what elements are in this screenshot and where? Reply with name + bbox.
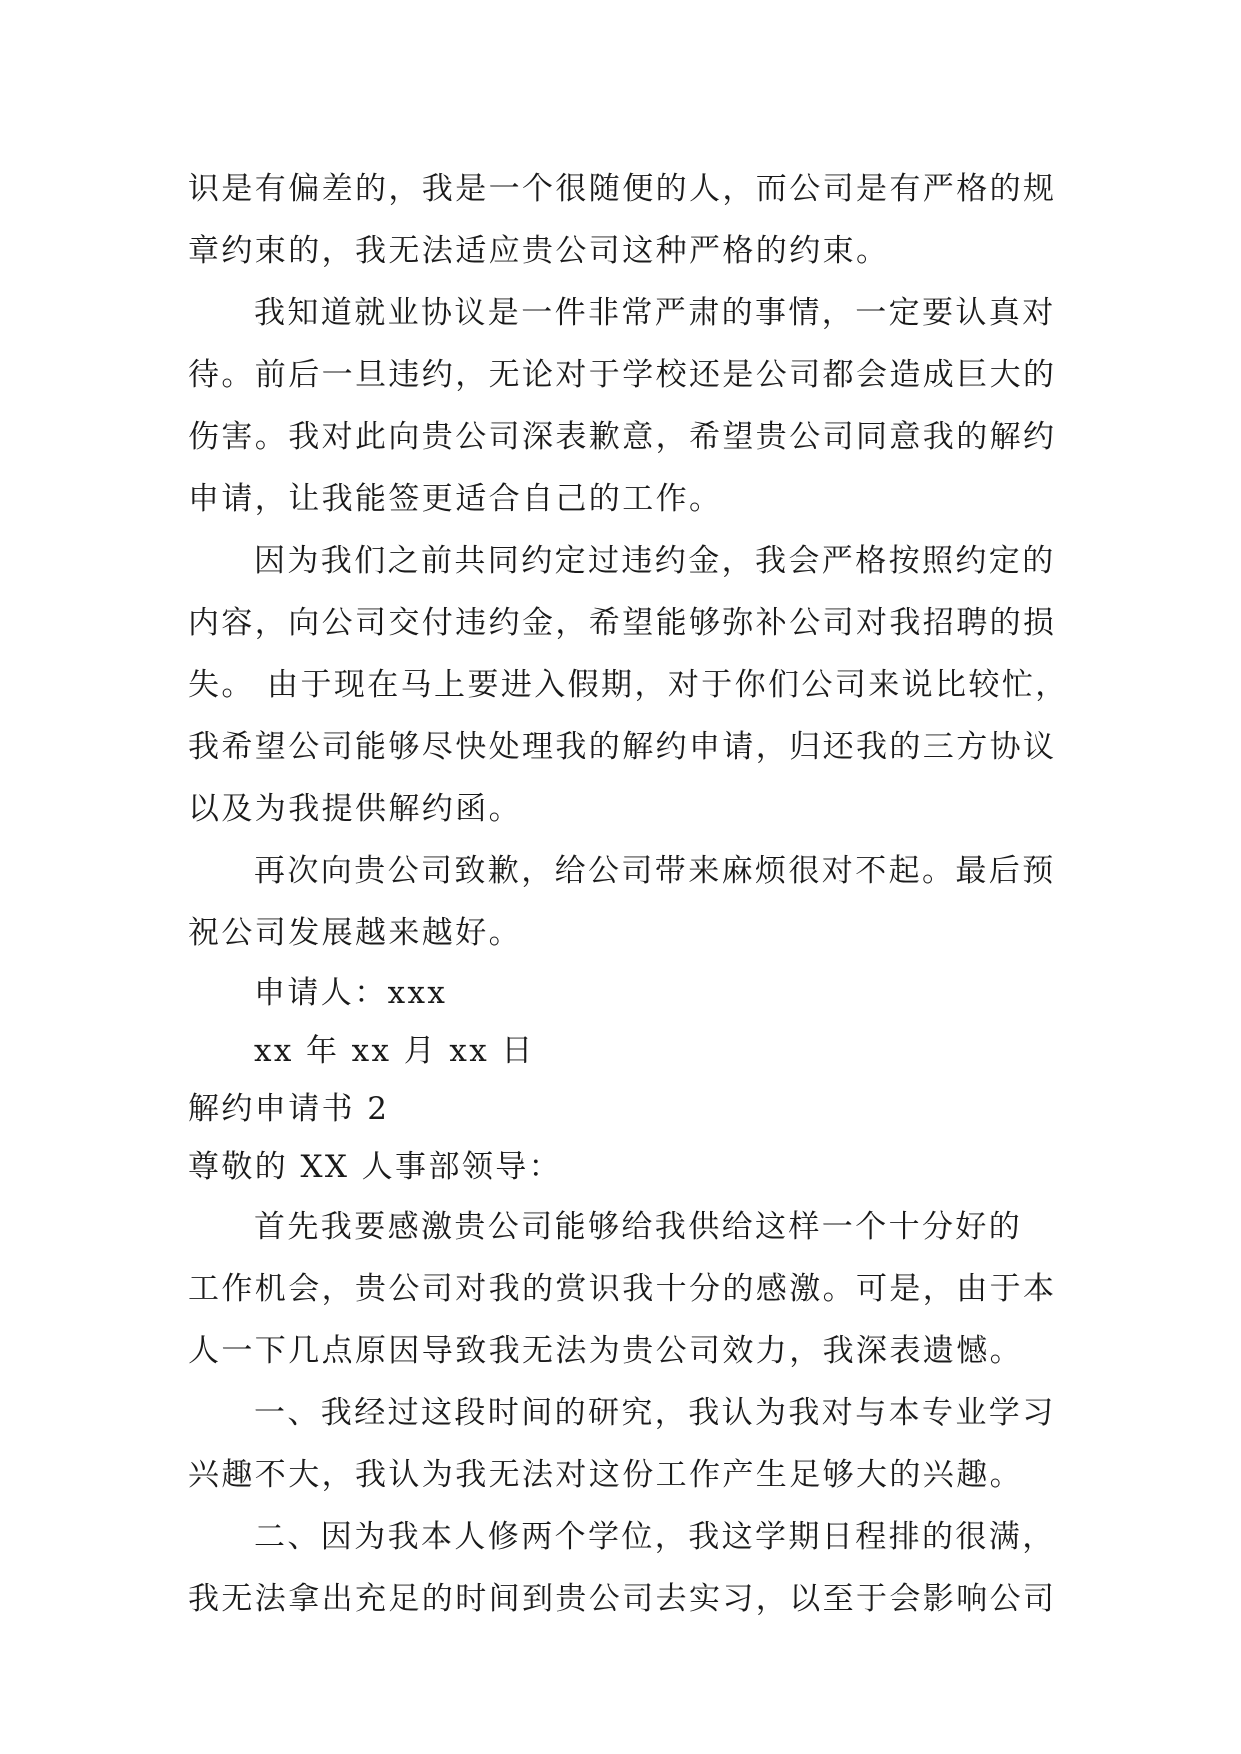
text-line: 人一下几点原因导致我无法为贵公司效力，我深表遗憾。	[188, 1333, 1023, 1369]
text-line: 伤害。我对此向贵公司深表歉意，希望贵公司同意我的解约	[188, 419, 1057, 455]
text-line: 申请，让我能签更适合自己的工作。	[188, 481, 723, 517]
paragraph-start: 二、因为我本人修两个学位，我这学期日程排的很满，	[254, 1519, 1056, 1555]
paragraph-start: 我知道就业协议是一件非常严肃的事情，一定要认真对	[254, 295, 1056, 331]
text-line: 待。前后一旦违约，无论对于学校还是公司都会造成巨大的	[188, 357, 1057, 393]
applicant-signature: 申请人：xxx	[254, 975, 448, 1011]
text-line: 章约束的，我无法适应贵公司这种严格的约束。	[188, 233, 890, 269]
text-line: 内容，向公司交付违约金，希望能够弥补公司对我招聘的损	[188, 605, 1057, 641]
text-line: 失。 由于现在马上要进入假期，对于你们公司来说比较忙，	[188, 667, 1069, 703]
text-line: 以及为我提供解约函。	[188, 791, 522, 827]
salutation: 尊敬的 XX 人事部领导：	[188, 1149, 563, 1185]
section-title: 解约申请书 2	[188, 1091, 390, 1127]
paragraph-start: 再次向贵公司致歉，给公司带来麻烦很对不起。最后预	[254, 853, 1056, 889]
text-line: 我希望公司能够尽快处理我的解约申请，归还我的三方协议	[188, 729, 1057, 765]
text-line: 祝公司发展越来越好。	[188, 915, 522, 951]
text-line: 工作机会，贵公司对我的赏识我十分的感激。可是，由于本	[188, 1271, 1057, 1307]
signature-date: xx 年 xx 月 xx 日	[254, 1033, 535, 1069]
document-body	[188, 158, 1069, 1630]
paragraph-start: 首先我要感激贵公司能够给我供给这样一个十分好的	[254, 1209, 1023, 1245]
text-line: 兴趣不大，我认为我无法对这份工作产生足够大的兴趣。	[188, 1457, 1023, 1493]
text-line: 识是有偏差的，我是一个很随便的人，而公司是有严格的规	[188, 171, 1057, 207]
text-line: 我无法拿出充足的时间到贵公司去实习，以至于会影响公司	[188, 1581, 1057, 1617]
paragraph-start: 一、我经过这段时间的研究，我认为我对与本专业学习	[254, 1395, 1056, 1431]
paragraph-start: 因为我们之前共同约定过违约金，我会严格按照约定的	[254, 543, 1056, 579]
